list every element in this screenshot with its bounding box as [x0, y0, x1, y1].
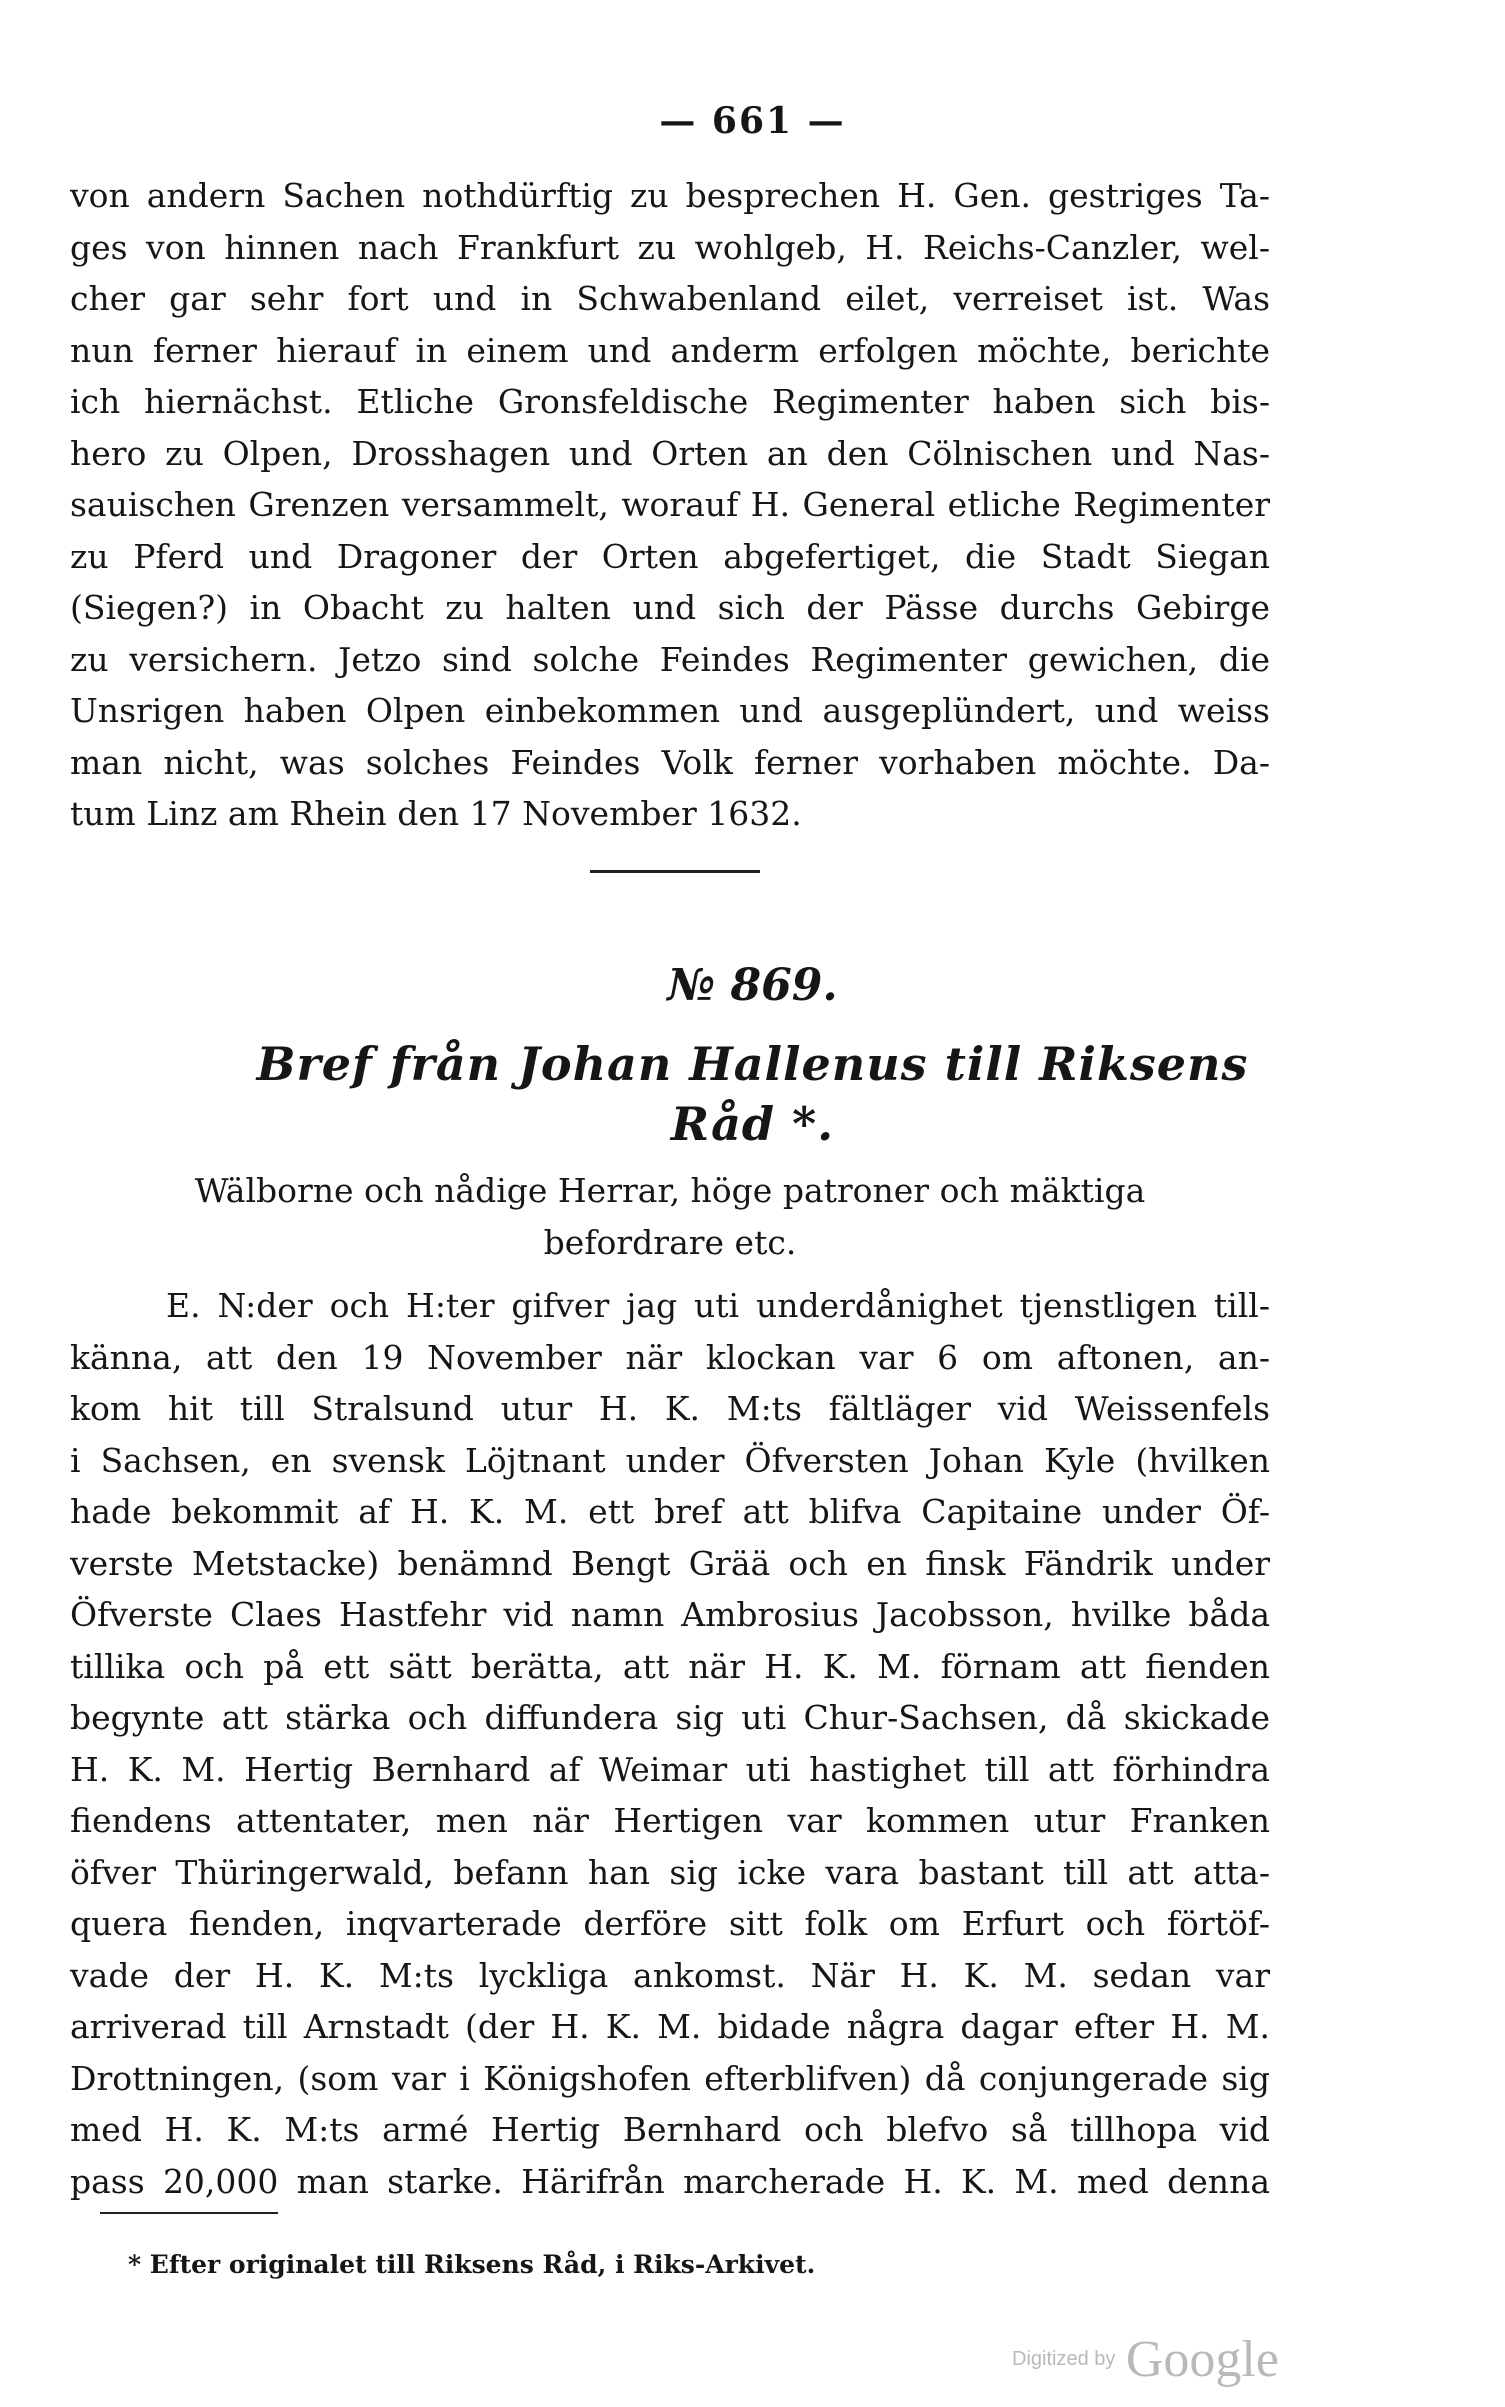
text-line: (Siegen?) in Obacht zu halten und sich der Pässe durchs Gebirge — [70, 588, 1270, 627]
watermark-logo: Google — [1125, 2331, 1279, 2388]
text-line: von andern Sachen nothdürftig zu besprechen H. Gen. gestriges Ta- — [70, 176, 1270, 215]
top-paragraph — [70, 170, 1270, 840]
text-line: tillika och på ett sätt berätta, att när H. K. M. förnam att fienden — [70, 1646, 1270, 1686]
text-line: känna, att den 19 November när klockan var 6 om aftonen, an- — [70, 1337, 1270, 1377]
salutation-line: befordrare etc. — [543, 1222, 797, 1262]
footnote: * Efter originalet till Riksens Råd, i Riks-Arkivet. — [128, 2250, 816, 2279]
text-line: med H. K. M:ts armé Hertig Bernhard och blefvo så tillhopa vid — [70, 2110, 1270, 2149]
text-line: E. N:der och H:ter gifver jag uti underdånighet tjenstligen till- — [166, 1286, 1270, 1325]
text-line: Drottningen, (som var i Königshofen efterblifven) då conjungerade sig — [70, 2058, 1270, 2098]
text-line: man nicht, was solches Feindes Volk ferner vorhaben möchte. Da- — [70, 742, 1270, 782]
text-line: quera fienden, inqvarterade derföre sitt folk om Erfurt och förtöf- — [70, 1904, 1270, 1943]
text-line: pass 20,000 man starke. Härifrån marcherade H. K. M. med denna — [70, 2161, 1270, 2201]
section-divider — [590, 870, 760, 873]
text-line: kom hit till Stralsund utur H. K. M:ts fältläger vid Weissenfels — [70, 1389, 1270, 1428]
text-line: tum Linz am Rhein den 17 November 1632. — [70, 794, 802, 833]
watermark-label: Digitized by — [1012, 2348, 1116, 2370]
letter-title-line2: Råd *. — [670, 1097, 835, 1151]
letter-number: № 869. — [667, 960, 838, 1011]
text-line: zu versichern. Jetzo sind solche Feindes Regimenter gewichen, die — [70, 639, 1270, 679]
salutation-line: Wälborne och nådige Herrar, höge patroner och mäktiga — [194, 1171, 1146, 1210]
text-line: begynte att stärka och diffundera sig uti Chur-Sachsen, då skickade — [70, 1698, 1270, 1737]
text-line: ges von hinnen nach Frankfurt zu wohlgeb, H. Reichs-Canzler, wel- — [70, 227, 1270, 267]
text-line: nun ferner hierauf in einem und anderm erfolgen möchte, berichte — [70, 330, 1270, 370]
text-line: ich hiernächst. Etliche Gronsfeldische Regimenter haben sich bis- — [70, 382, 1270, 421]
text-line: fiendens attentater, men när Hertigen var kommen utur Franken — [70, 1801, 1270, 1840]
letter-title-line1: Bref från Johan Hallenus till Riksens — [256, 1037, 1249, 1091]
text-line: verste Metstacke) benämnd Bengt Grää och en finsk Fändrik under — [70, 1543, 1270, 1583]
text-line: cher gar sehr fort und in Schwabenland eilet, verreiset ist. Was — [70, 279, 1270, 318]
text-line: arriverad till Arnstadt (der H. K. M. bidade några dagar efter H. M. — [70, 2007, 1270, 2046]
text-line: Öfverste Claes Hastfehr vid namn Ambrosius Jacobsson, hvilke båda — [70, 1595, 1270, 1634]
text-line: sauischen Grenzen versammelt, worauf H. General etliche Regimenter — [70, 485, 1270, 524]
text-line: zu Pferd und Dragoner der Orten abgefertiget, die Stadt Siegan — [70, 536, 1270, 576]
letter-body — [70, 1280, 1270, 2207]
text-line: Unsrigen haben Olpen einbekommen und ausgeplündert, und weiss — [70, 691, 1270, 730]
page-number: — 661 — — [659, 100, 846, 142]
text-line: hero zu Olpen, Drosshagen und Orten an den Cölnischen und Nas- — [70, 433, 1270, 473]
text-line: H. K. M. Hertig Bernhard af Weimar uti hastighet till att förhindra — [70, 1749, 1270, 1789]
salutation — [70, 1165, 1270, 1268]
footnote-divider — [100, 2212, 278, 2214]
text-line: vade der H. K. M:ts lyckliga ankomst. När H. K. M. sedan var — [70, 1955, 1270, 1995]
digitized-watermark — [1012, 2330, 1279, 2389]
text-line: öfver Thüringerwald, befann han sig icke vara bastant till att atta- — [70, 1852, 1270, 1892]
text-line: i Sachsen, en svensk Löjtnant under Öfversten Johan Kyle (hvilken — [70, 1440, 1270, 1480]
text-line: hade bekommit af H. K. M. ett bref att blifva Capitaine under Öf- — [70, 1492, 1270, 1531]
